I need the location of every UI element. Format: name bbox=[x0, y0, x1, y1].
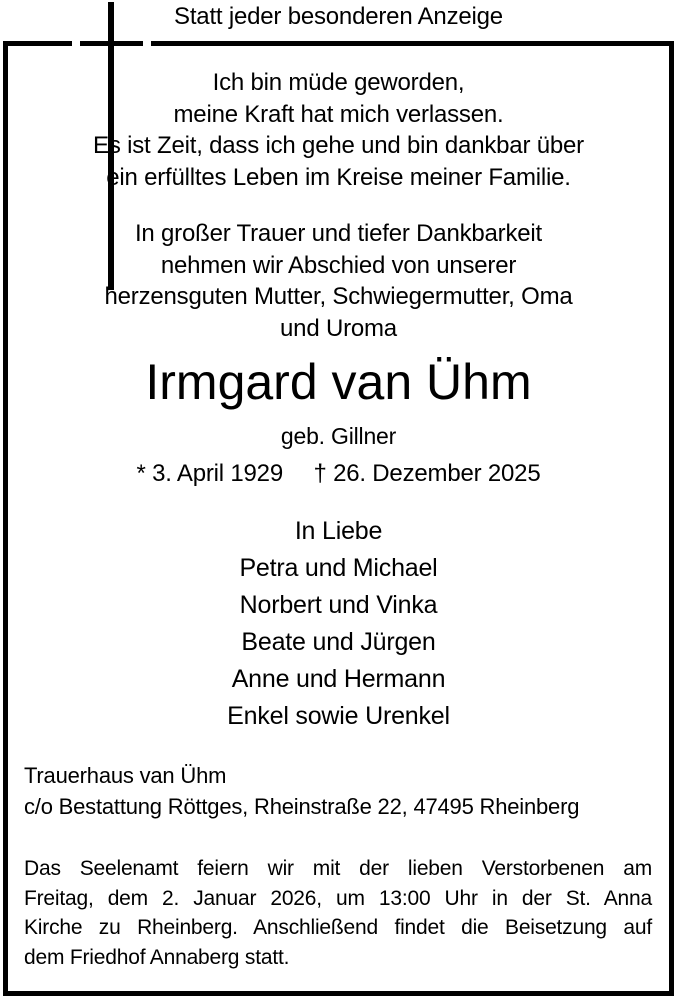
intro-line: und Uroma bbox=[280, 314, 397, 342]
deceased-name: Irmgard van Ühm bbox=[145, 354, 532, 410]
life-dates bbox=[3, 458, 674, 489]
birth-date: * 3. April 1929 bbox=[136, 460, 283, 487]
mourner-line: In Liebe bbox=[294, 517, 383, 545]
mourner-line: Petra und Michael bbox=[239, 554, 438, 582]
death-date: † 26. Dezember 2025 bbox=[313, 460, 541, 487]
service-info bbox=[24, 854, 652, 972]
service-line: Freitag, dem 2. Januar 2026, um 13:00 Uhr in der St. Anna bbox=[24, 886, 652, 910]
service-line: Kirche zu Rheinberg. Anschließend findet die Beisetzung auf bbox=[24, 916, 652, 939]
intro-line: In großer Trauer und tiefer Dankbarkeit bbox=[134, 220, 543, 247]
header-note: Statt jeder besonderen Anzeige bbox=[174, 3, 503, 30]
mourner-line: Enkel sowie Urenkel bbox=[227, 702, 450, 730]
intro-block bbox=[3, 218, 674, 344]
poem-line: ein erfülltes Leben im Kreise meiner Familie. bbox=[106, 163, 571, 191]
maiden-name: geb. Gillner bbox=[280, 423, 397, 449]
mourner-line: Beate und Jürgen bbox=[241, 628, 436, 656]
poem-line: Es ist Zeit, dass ich gehe und bin dankbar über bbox=[93, 132, 584, 159]
service-line: Das Seelenamt feiern wir mit der lieben Verstorbenen am bbox=[24, 857, 652, 880]
mourner-line: Anne und Hermann bbox=[231, 665, 446, 693]
service-line: dem Friedhof Annaberg statt. bbox=[24, 945, 290, 969]
border-gap-right bbox=[143, 39, 151, 49]
poem-block bbox=[3, 67, 674, 193]
mourners-block bbox=[3, 513, 674, 735]
address-line: Trauerhaus van Ühm bbox=[24, 763, 227, 788]
border-gap-left bbox=[72, 39, 80, 49]
address-line: c/o Bestattung Röttges, Rheinstraße 22, 47495 Rheinberg bbox=[24, 794, 580, 819]
poem-line: Ich bin müde geworden, bbox=[212, 69, 465, 96]
poem-line: meine Kraft hat mich verlassen. bbox=[173, 100, 504, 128]
intro-line: nehmen wir Abschied von unserer bbox=[160, 251, 517, 279]
mourner-line: Norbert und Vinka bbox=[239, 591, 438, 619]
intro-line: herzensguten Mutter, Schwiegermutter, Oma bbox=[104, 283, 573, 310]
mourning-house-address bbox=[24, 760, 652, 822]
